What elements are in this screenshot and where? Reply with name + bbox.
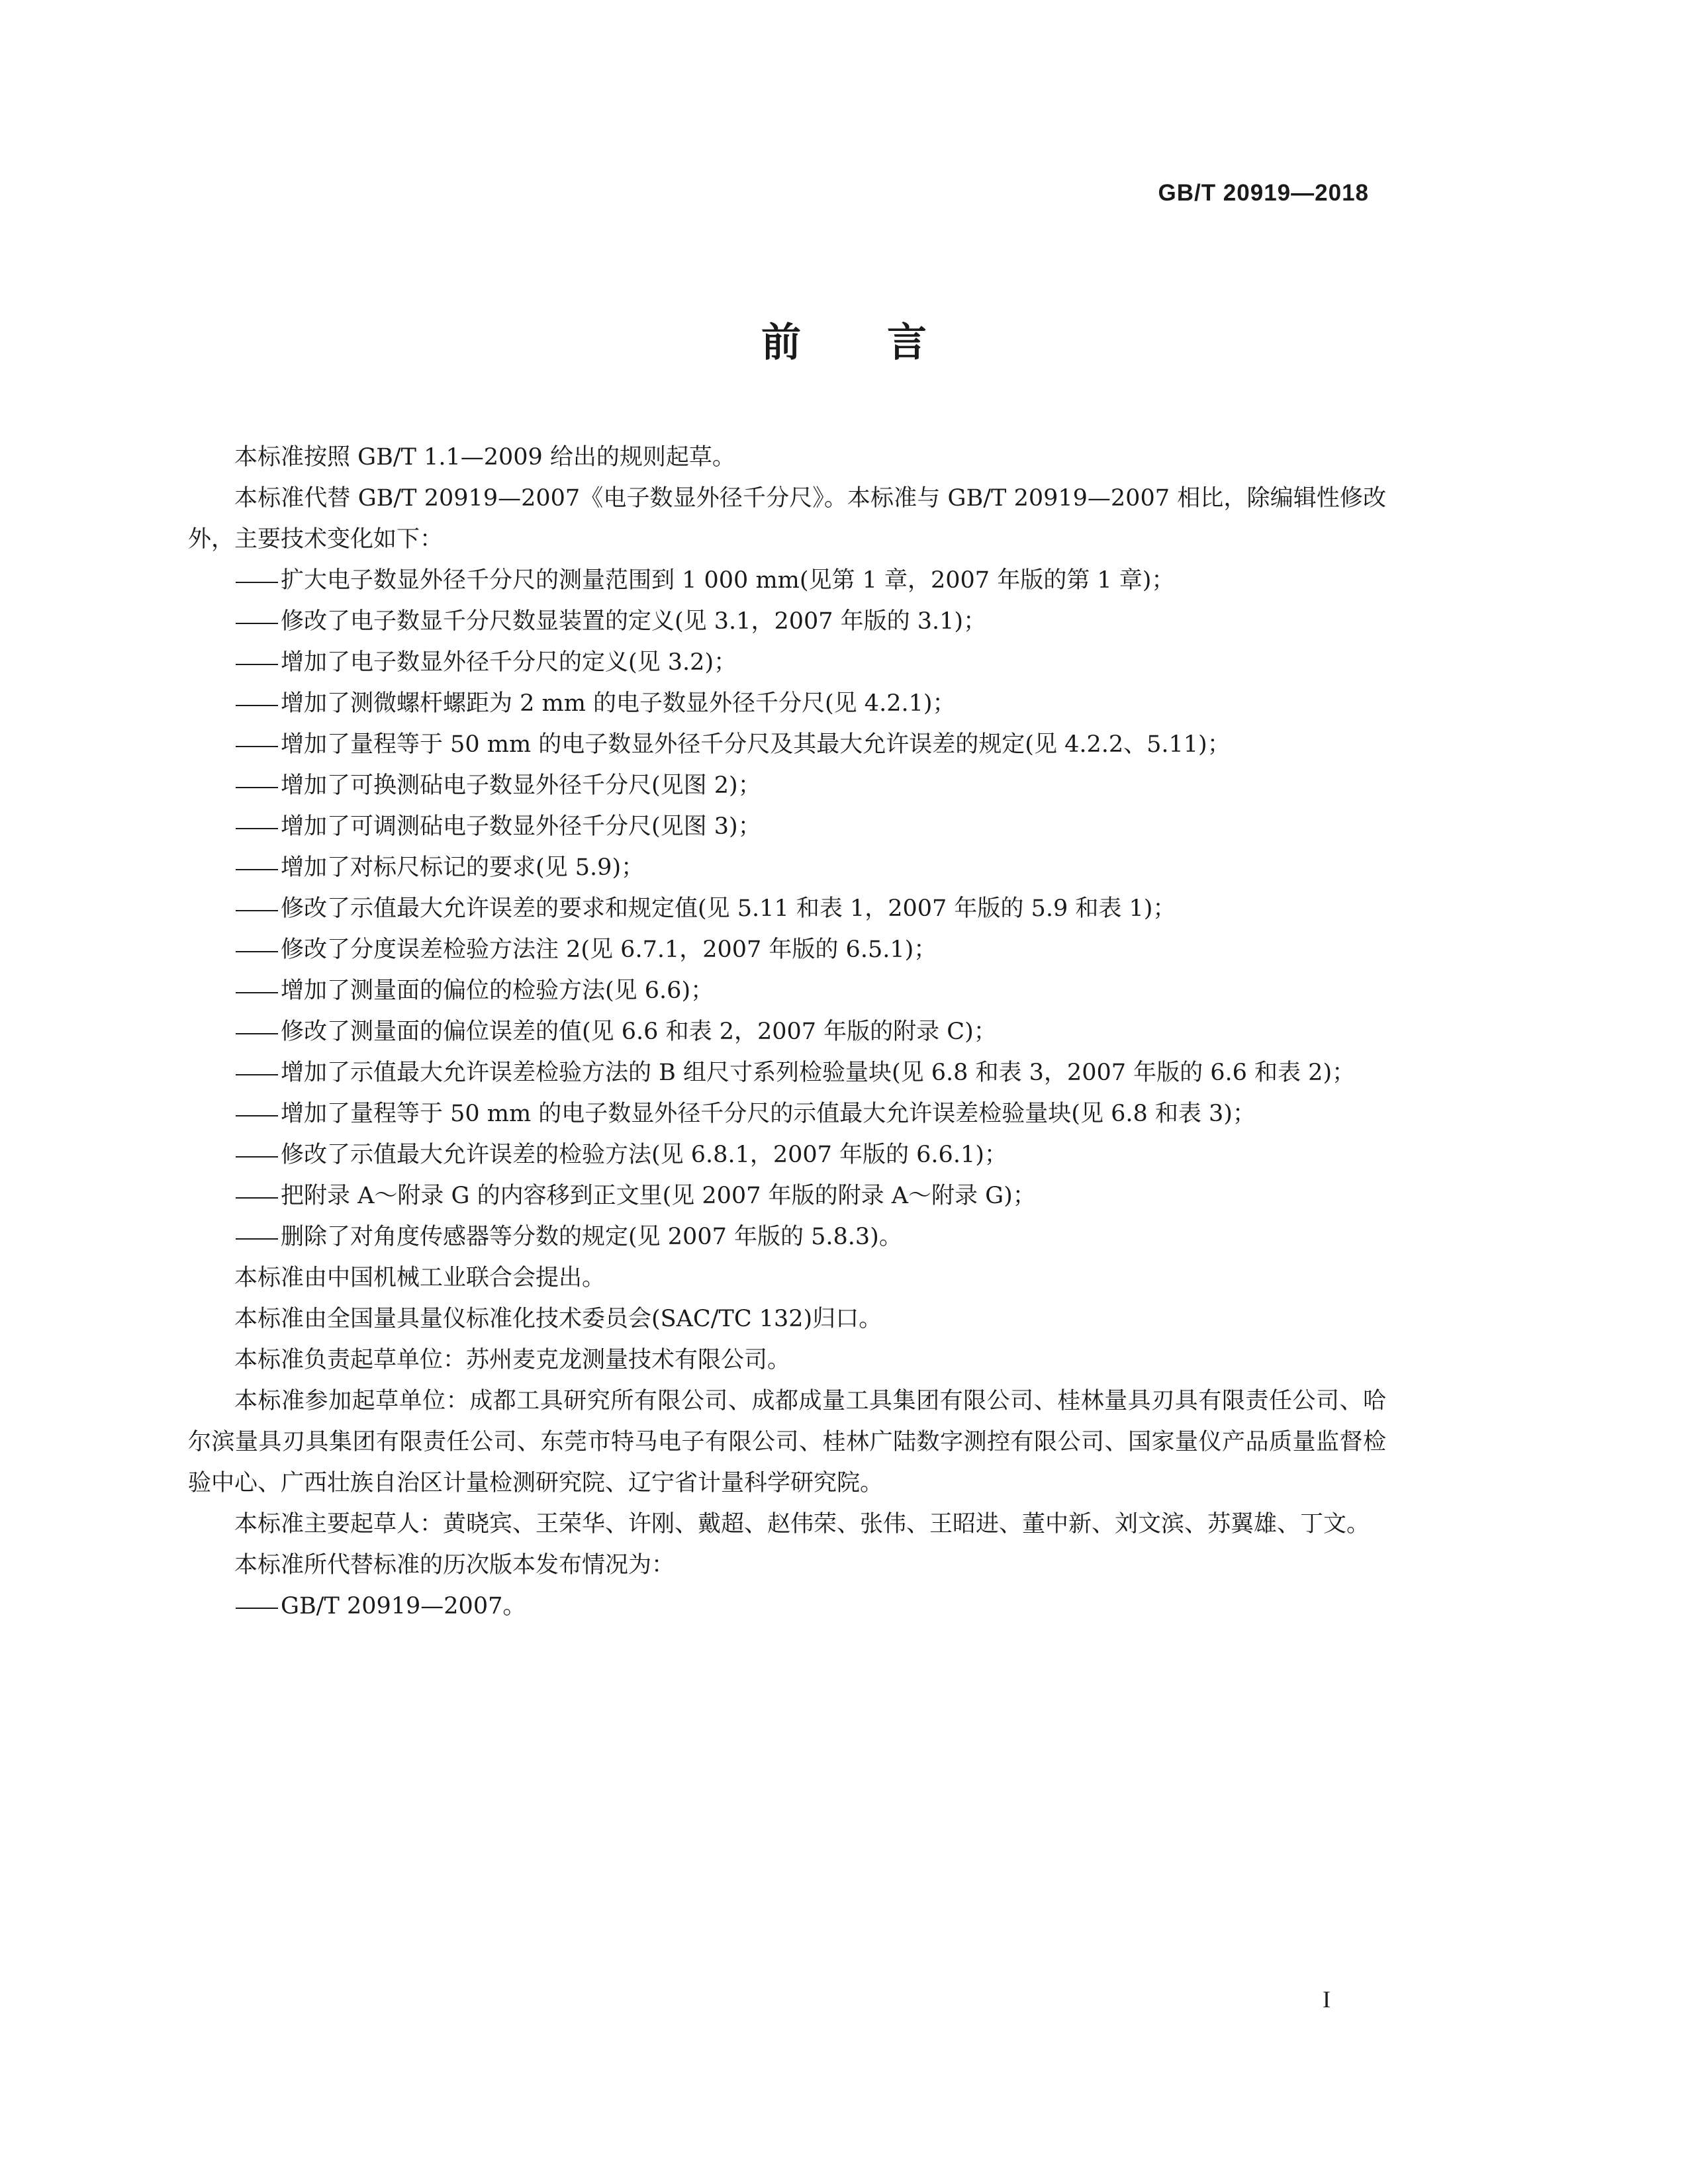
paragraph-proposer: 本标准由中国机械工业联合会提出。 — [234, 1265, 606, 1291]
change-item — [188, 1011, 1386, 1052]
change-item — [188, 1134, 1386, 1175]
change-item-text: 修改了示值最大允许误差的要求和规定值(见 5.11 和表 1，2007 年版的 5.9 和表 1)； — [281, 895, 1176, 922]
change-item-text: 增加了对标尺标记的要求(见 5.9)； — [281, 854, 645, 881]
change-item-text: 修改了分度误差检验方法注 2(见 6.7.1，2007 年版的 6.5.1)； — [281, 936, 937, 963]
previous-version-list — [188, 1586, 1386, 1627]
page-number: I — [1323, 1986, 1331, 2013]
change-item-text: 扩大电子数显外径千分尺的测量范围到 1 000 mm(见第 1 章，2007 年版的第 1 章)； — [281, 567, 1175, 594]
change-item-text: 修改了电子数显千分尺数显装置的定义(见 3.1，2007 年版的 3.1)； — [281, 608, 987, 635]
change-item — [188, 1093, 1386, 1134]
paragraph-main-drafters: 本标准主要起草人：黄晓宾、王荣华、许刚、戴超、赵伟荣、张伟、王昭进、董中新、刘文滨、苏翼雄、丁文。 — [234, 1511, 1370, 1537]
change-item-text: 删除了对角度传感器等分数的规定(见 2007 年版的 5.8.3)。 — [281, 1224, 902, 1250]
change-item — [188, 929, 1386, 970]
change-item-text: 增加了量程等于 50 mm 的电子数显外径千分尺及其最大允许误差的规定(见 4.2.2、5.11)； — [281, 731, 1231, 758]
change-item-text: 增加了示值最大允许误差检验方法的 B 组尺寸系列检验量块(见 6.8 和表 3，2007 年版的 6.6 和表 2)； — [281, 1060, 1356, 1086]
change-item — [188, 847, 1386, 888]
change-item-text: 把附录 A～附录 G 的内容移到正文里(见 2007 年版的附录 A～附录 G)； — [281, 1183, 1036, 1209]
change-item — [188, 724, 1386, 765]
document-body — [188, 437, 1386, 1627]
paragraph-replacement: 本标准代替 GB/T 20919—2007《电子数显外径千分尺》。本标准与 GB/T 20919—2007 相比，除编辑性修改外，主要技术变化如下： — [188, 485, 1386, 553]
change-item-text: 修改了示值最大允许误差的检验方法(见 6.8.1，2007 年版的 6.6.1)； — [281, 1142, 1008, 1168]
change-item — [188, 888, 1386, 929]
paragraph-version-history: 本标准所代替标准的历次版本发布情况为： — [234, 1552, 675, 1578]
change-item — [188, 683, 1386, 724]
paragraph-lead-drafter-unit: 本标准负责起草单位：苏州麦克龙测量技术有限公司。 — [234, 1347, 791, 1373]
change-item-text: 增加了可换测砧电子数显外径千分尺(见图 2)； — [281, 772, 761, 799]
paragraph-technical-committee: 本标准由全国量具量仪标准化技术委员会(SAC/TC 132)归口。 — [234, 1306, 882, 1332]
change-item — [188, 560, 1386, 601]
change-item-text: 增加了测微螺杆螺距为 2 mm 的电子数显外径千分尺(见 4.2.1)； — [281, 690, 956, 717]
previous-version-text: GB/T 20919—2007。 — [281, 1593, 526, 1619]
change-item — [188, 970, 1386, 1011]
previous-version-item — [188, 1586, 1386, 1627]
paragraph-participating-units: 本标准参加起草单位：成都工具研究所有限公司、成都成量工具集团有限公司、桂林量具刃具有限责任公司、哈尔滨量具刃具集团有限责任公司、东莞市特马电子有限公司、桂林广陆数字测控有限公司、国家量仪产品质量监督检验中心、广西壮族自治区计量检测研究院、辽宁省计量科学研究院。 — [188, 1388, 1386, 1496]
change-item — [188, 601, 1386, 642]
change-item — [188, 1175, 1386, 1216]
change-item — [188, 1216, 1386, 1257]
change-item — [188, 765, 1386, 806]
change-item — [188, 806, 1386, 847]
paragraph-drafting-rules: 本标准按照 GB/T 1.1—2009 给出的规则起草。 — [234, 444, 735, 471]
change-item — [188, 642, 1386, 683]
change-item — [188, 1052, 1386, 1093]
page-title: 前言 — [761, 320, 1013, 366]
change-item-text: 增加了电子数显外径千分尺的定义(见 3.2)； — [281, 649, 737, 676]
change-item-text: 修改了测量面的偏位误差的值(见 6.6 和表 2，2007 年版的附录 C)； — [281, 1019, 997, 1045]
change-item-text: 增加了可调测砧电子数显外径千分尺(见图 3)； — [281, 813, 761, 840]
change-list — [188, 560, 1386, 1257]
header-standard-code: GB/T 20919—2018 — [1158, 180, 1369, 206]
change-item-text: 增加了测量面的偏位的检验方法(见 6.6)； — [281, 978, 714, 1004]
change-item-text: 增加了量程等于 50 mm 的电子数显外径千分尺的示值最大允许误差检验量块(见 6.8 和表 3)； — [281, 1101, 1256, 1127]
